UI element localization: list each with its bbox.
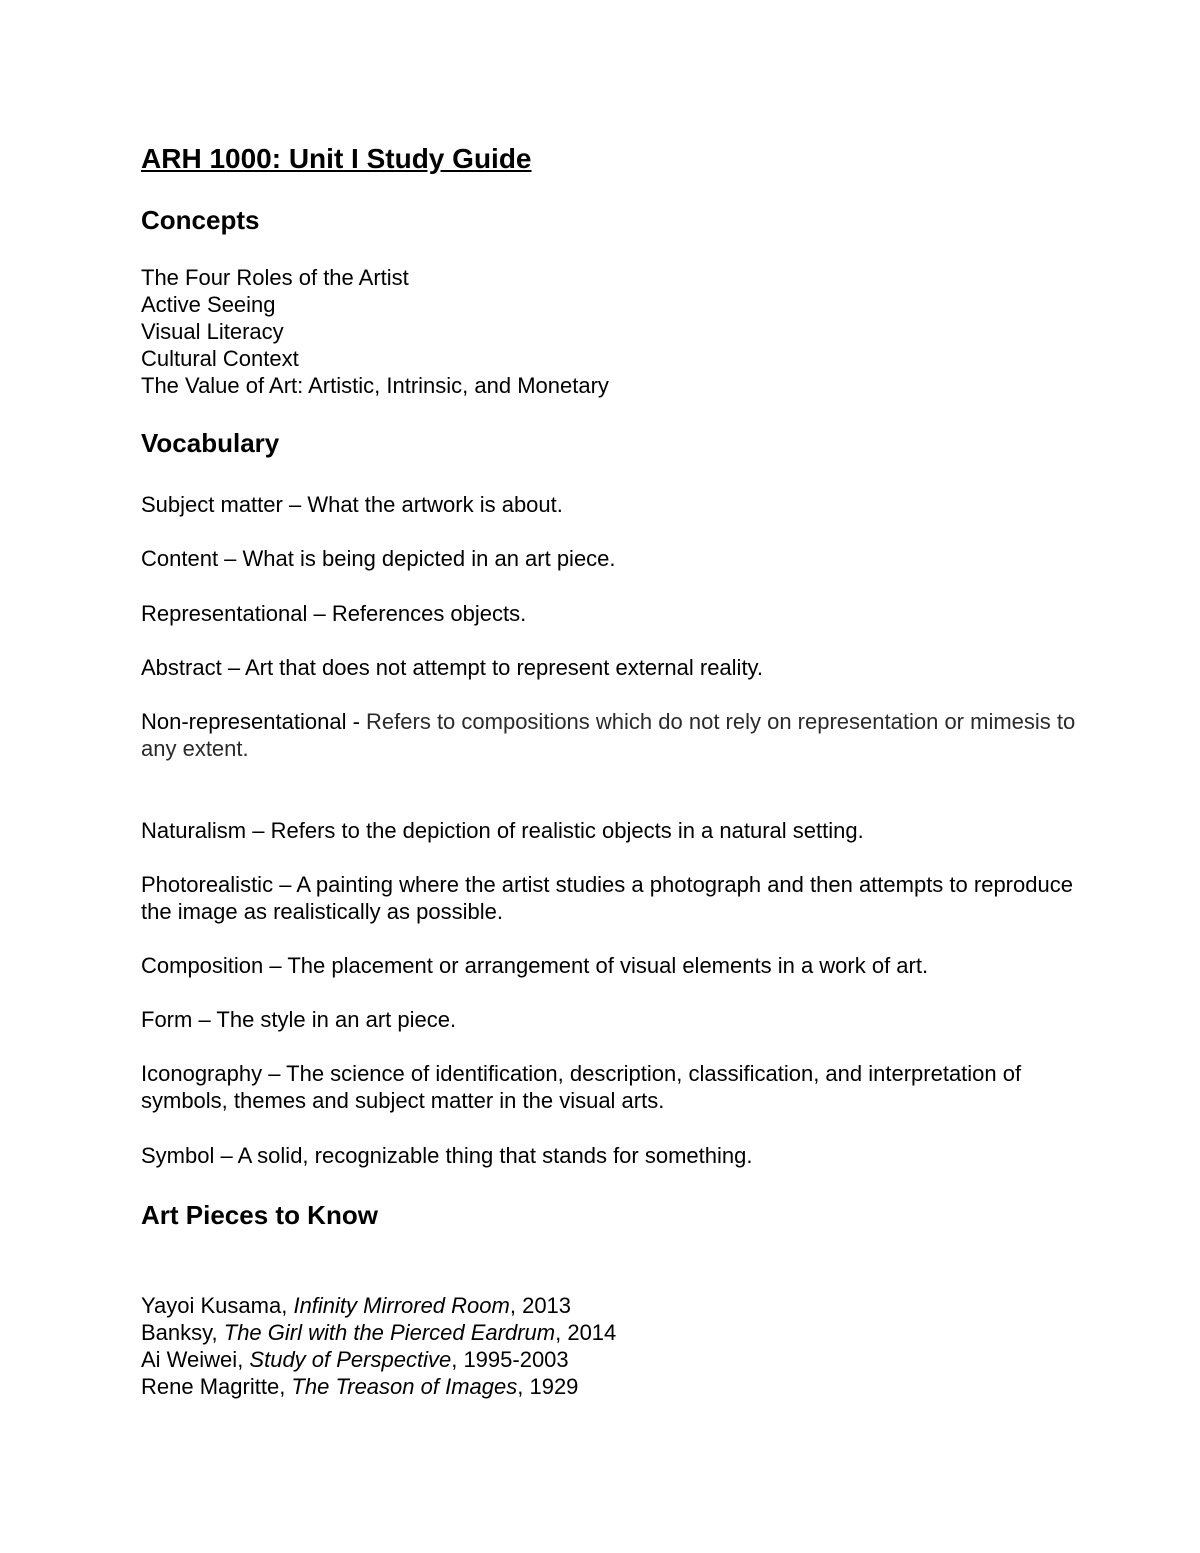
vocab-entry: Content – What is being depicted in an art piece. <box>141 546 616 571</box>
concept-item: The Value of Art: Artistic, Intrinsic, and Monetary <box>141 373 609 398</box>
concept-item: Cultural Context <box>141 346 299 371</box>
vocab-term: Non-representational <box>141 709 347 734</box>
artwork-date: 2014 <box>567 1320 617 1345</box>
vocab-entry: Non-representational - Refers to compositions which do not rely on representation or mimesis to any extent. <box>141 709 1076 761</box>
vocab-entry: Composition – The placement or arrangement of visual elements in a work of art. <box>141 953 929 978</box>
artwork-title: The Treason of Images <box>291 1374 518 1399</box>
art-pieces-list <box>141 1292 1081 1400</box>
concept-item: The Four Roles of the Artist <box>141 265 409 290</box>
vocab-entry: Photorealistic – A painting where the artist studies a photograph and then attempts to reproduce the image as realistically as possible. <box>141 872 1073 924</box>
document-title: ARH 1000: Unit I Study Guide <box>141 143 532 174</box>
vocab-term: Composition <box>141 953 264 978</box>
concepts-heading: Concepts <box>141 205 260 235</box>
artist-name: Ai Weiwei <box>141 1347 238 1372</box>
vocab-definition: References objects. <box>331 601 527 626</box>
vocab-term: Abstract <box>141 655 222 680</box>
vocab-definition: Refers to compositions which do not rely on representation or mimesis to any extent. <box>141 709 1076 761</box>
vocab-definition: The science of identification, description, classification, and interpretation of symbols, themes and subject matter in the visual arts. <box>141 1061 1022 1113</box>
vocab-term: Symbol <box>141 1143 215 1168</box>
vocab-term: Photorealistic <box>141 872 274 897</box>
vocab-term: Representational <box>141 601 308 626</box>
vocab-term: Naturalism <box>141 818 247 843</box>
vocab-term: Subject matter <box>141 492 283 517</box>
artwork-title: Infinity Mirrored Room <box>293 1293 510 1318</box>
document-page <box>141 140 1081 1400</box>
vocab-definition: The style in an art piece. <box>216 1007 457 1032</box>
artist-name: Rene Magritte <box>141 1374 280 1399</box>
concept-item: Visual Literacy <box>141 319 284 344</box>
vocab-entry: Iconography – The science of identification, description, classification, and interpretation of symbols, themes and subject matter in the visual arts. <box>141 1061 1022 1113</box>
vocab-definition: What is being depicted in an art piece. <box>242 546 616 571</box>
artwork-title: Study of Perspective <box>249 1347 452 1372</box>
vocab-entry: Subject matter – What the artwork is about. <box>141 492 563 517</box>
vocab-term: Content <box>141 546 219 571</box>
art-piece-item: Banksy, The Girl with the Pierced Eardrum, 2014 <box>141 1320 617 1345</box>
artist-name: Banksy <box>141 1320 212 1345</box>
artwork-title: The Girl with the Pierced Eardrum <box>223 1320 556 1345</box>
vocab-definition: A painting where the artist studies a photograph and then attempts to reproduce the image as realistically as possible. <box>141 872 1073 924</box>
vocab-definition: The placement or arrangement of visual elements in a work of art. <box>287 953 929 978</box>
vocab-entry: Naturalism – Refers to the depiction of realistic objects in a natural setting. <box>141 818 864 843</box>
concept-item: Active Seeing <box>141 292 276 317</box>
artwork-date: 2013 <box>522 1293 572 1318</box>
vocab-definition: What the artwork is about. <box>307 492 563 517</box>
vocabulary-list <box>141 491 1081 1169</box>
art-piece-item: Ai Weiwei, Study of Perspective, 1995-2003 <box>141 1347 569 1372</box>
vocab-term: Form <box>141 1007 193 1032</box>
vocab-definition: Art that does not attempt to represent external reality. <box>244 655 764 680</box>
vocab-definition: Refers to the depiction of realistic objects in a natural setting. <box>270 818 864 843</box>
art-piece-item: Rene Magritte, The Treason of Images, 1929 <box>141 1374 579 1399</box>
vocabulary-heading: Vocabulary <box>141 428 280 458</box>
artwork-date: 1995-2003 <box>463 1347 569 1372</box>
vocab-entry: Abstract – Art that does not attempt to represent external reality. <box>141 655 764 680</box>
art-pieces-heading: Art Pieces to Know <box>141 1200 378 1230</box>
concepts-list <box>141 264 1081 399</box>
vocab-entry: Symbol – A solid, recognizable thing that stands for something. <box>141 1143 753 1168</box>
artist-name: Yayoi Kusama <box>141 1293 282 1318</box>
vocab-entry: Representational – References objects. <box>141 601 527 626</box>
vocab-term: Iconography <box>141 1061 263 1086</box>
art-piece-item: Yayoi Kusama, Infinity Mirrored Room, 2013 <box>141 1293 572 1318</box>
vocab-entry: Form – The style in an art piece. <box>141 1007 457 1032</box>
vocab-definition: A solid, recognizable thing that stands for something. <box>237 1143 753 1168</box>
artwork-date: 1929 <box>529 1374 579 1399</box>
